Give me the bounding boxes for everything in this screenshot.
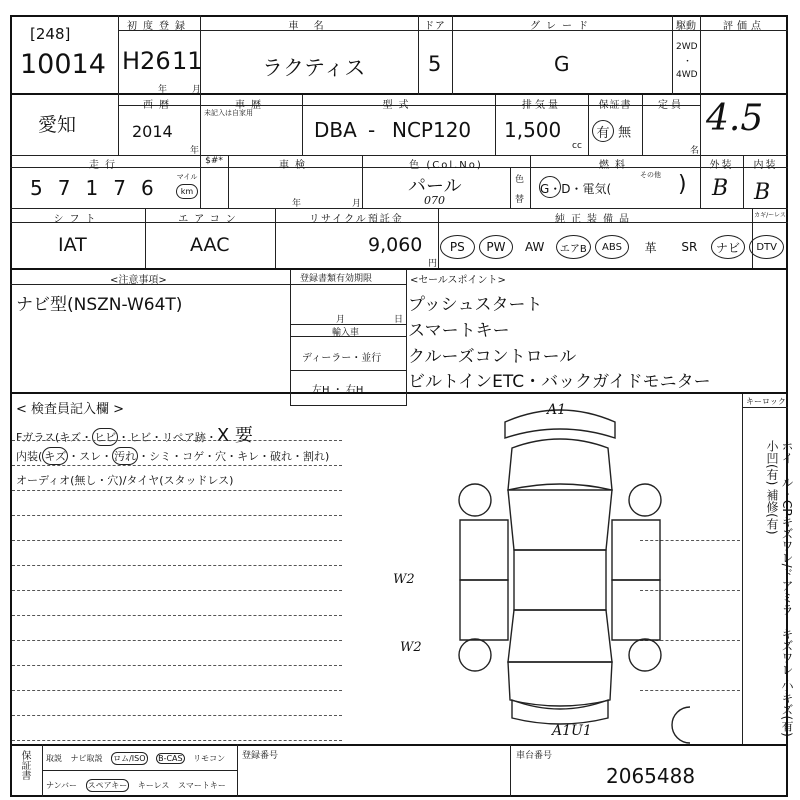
import-label: 輸入車 <box>332 328 360 338</box>
divider <box>742 407 788 408</box>
rear-glass-part <box>508 610 612 662</box>
grade-label: グレード <box>530 21 594 32</box>
equipment-item: DTV <box>749 235 784 259</box>
capacity-label: 定員 <box>658 100 684 111</box>
interior-label: 内装 <box>753 160 778 171</box>
sharp-label: $#* <box>205 156 223 166</box>
equipment-item: ナビ <box>711 235 746 259</box>
rear-hatch-part <box>508 662 612 706</box>
equipment-label: 純正装備品 <box>555 214 635 225</box>
wheel-part <box>629 484 661 516</box>
western-year-label: 西暦 <box>143 100 175 111</box>
drive-2wd: 2WD <box>676 42 698 52</box>
side-note: ホイール・CPキズワレ/ドアミラーキズワレ 小キズ(有) 小凹(有) 補修(有) <box>765 440 794 737</box>
mileage-digit: 7 <box>57 176 86 200</box>
shift-label: シフト <box>53 214 102 225</box>
color-change-bottom: 替 <box>515 195 525 205</box>
damage-mark-front: A1 <box>547 402 567 418</box>
model-label: 型式 <box>382 100 415 111</box>
dash-line <box>12 740 342 741</box>
divider <box>510 744 511 797</box>
damage-mark-left-lower: W2 <box>400 640 422 655</box>
dash-line <box>12 565 342 566</box>
color: パール <box>408 176 462 197</box>
reg-number-label: 登録番号 <box>242 751 279 761</box>
location: 愛知 <box>38 114 77 136</box>
windshield-part <box>508 490 612 550</box>
drive-label: 駆動 <box>676 21 696 32</box>
divider <box>10 744 788 746</box>
dash-line <box>12 440 342 441</box>
inspection-year-unit: 年 <box>292 199 302 209</box>
caution-text: ナビ型(NSZN-W64T) <box>16 295 183 315</box>
score-label: 評価点 <box>723 21 765 32</box>
exterior-grade: B <box>712 176 729 201</box>
lot-label: [248] <box>30 25 71 43</box>
footer-item: スペアキー <box>87 781 128 790</box>
dash-line <box>12 490 342 491</box>
footer-row1 <box>46 752 225 765</box>
sales-point: クルーズコントロール <box>408 347 577 367</box>
reg-expiry-month: 月 <box>336 315 346 325</box>
divider <box>290 284 406 285</box>
model-prefix: DBA <box>314 118 357 142</box>
sales-point: ビルトインETC・バックガイドモニター <box>408 372 711 392</box>
dash-line <box>12 715 342 716</box>
western-year-unit: 年 <box>190 146 200 156</box>
left-rear-door-part <box>460 580 508 640</box>
divider <box>10 392 788 394</box>
door-count: 5 <box>428 52 442 76</box>
inspector-line3: オーディオ(無し・穴)/タイヤ(スタッドレス) <box>16 474 234 487</box>
car-name: ラクティス <box>262 56 366 80</box>
warranty-no: 無 <box>618 125 632 141</box>
mileage-unit <box>176 171 198 199</box>
inspector-line1-pre: Fガラス(キズ・ <box>16 431 93 444</box>
inspector-line2-pre: 内装( <box>16 450 43 463</box>
footer-item: リモコン <box>193 754 226 763</box>
fuel-close: ) <box>678 172 687 197</box>
right-rear-door-part <box>612 580 660 640</box>
left-front-door-part <box>460 520 508 580</box>
dash-line <box>12 690 342 691</box>
divider <box>700 95 701 155</box>
recycle-unit: 円 <box>428 259 438 269</box>
mileage-digit: 1 <box>85 176 114 200</box>
fuel-options: G・D・電気( <box>540 182 612 196</box>
equipment-item: PW <box>479 235 514 259</box>
color-change-top: 色 <box>515 175 525 185</box>
first-reg-month-unit: 月 <box>192 85 202 95</box>
mileage-digit: 6 <box>140 176 169 200</box>
color-label: 色 (Col.No) <box>409 160 483 171</box>
aircon: AAC <box>190 234 230 256</box>
footer-row2 <box>46 779 226 792</box>
dash-line <box>12 465 342 466</box>
wheel-part <box>629 639 661 671</box>
divider <box>42 770 237 771</box>
wheel-part <box>459 484 491 516</box>
inspector-line1-mark: X 要 <box>216 425 253 446</box>
first-reg-era: H26 <box>122 47 171 75</box>
inspection-month-unit: 月 <box>352 199 362 209</box>
shift: IAT <box>58 234 87 256</box>
circled-item: キズ <box>42 447 68 465</box>
footer-item: キーレス <box>137 781 170 790</box>
displacement-label: 排気量 <box>522 100 561 111</box>
sales-point: プッシュスタート <box>408 295 543 315</box>
footer-item: B-CAS <box>158 754 183 763</box>
equipment-item: AW <box>524 240 545 254</box>
sales-label: <セールスポイント> <box>410 275 506 286</box>
divider <box>290 270 291 406</box>
keyless-label: カギ/ーレス <box>754 212 786 219</box>
recycle-label: リサイクル預託金 <box>309 214 404 225</box>
steering-label: 左H ・ 右H <box>312 385 364 396</box>
inspector-line2-post: ・シミ・コゲ・穴・キレ・破れ・割れ) <box>138 450 330 463</box>
model-code: NCP120 <box>392 118 472 142</box>
roof-part <box>514 550 606 610</box>
grade: G <box>554 52 570 76</box>
inspector-line1-post: ・ヒビ・リペア跡・ <box>118 431 217 444</box>
equipment-item: SR <box>681 240 698 254</box>
footer-col-label: 保証書 <box>19 750 30 780</box>
circled-item: 汚れ <box>112 447 138 465</box>
chassis-label: 車台番号 <box>516 751 553 761</box>
mileage-unit-mile: マイル <box>176 173 198 181</box>
mileage-unit-km: km <box>176 184 198 199</box>
equipment-item: 革 <box>644 240 657 255</box>
western-year: 2014 <box>132 122 173 141</box>
divider <box>406 270 407 406</box>
warranty-options <box>592 120 631 142</box>
recycle-fee: 9,060 <box>368 234 423 256</box>
drive-dot: ・ <box>683 57 693 67</box>
aircon-label: エアコン <box>178 214 242 225</box>
drive-4wd: 4WD <box>676 70 698 80</box>
inspector-line2 <box>16 447 329 465</box>
warranty-label: 保証書 <box>598 100 632 111</box>
inspection-label: 車検 <box>279 160 311 171</box>
footer-item: 取説 <box>46 754 62 763</box>
reg-expiry-label: 登録書類有効期限 <box>300 274 373 284</box>
circled-item: ヒビ <box>92 428 118 446</box>
model-dash: - <box>368 118 376 142</box>
divider <box>10 268 788 270</box>
dash-line <box>12 540 342 541</box>
dash-line <box>12 640 342 641</box>
capacity-unit: 名 <box>690 146 700 156</box>
damage-mark-left-upper: W2 <box>393 572 415 587</box>
equipment-list <box>440 231 788 263</box>
mileage-label: 走行 <box>89 160 121 171</box>
exterior-label: 外装 <box>709 160 734 171</box>
footer-item: ロム/ISO <box>113 754 146 763</box>
mileage-digit: 5 <box>30 176 58 200</box>
car-diagram <box>430 400 690 745</box>
door-label: ドア <box>424 21 446 32</box>
equipment-item: PS <box>440 235 475 259</box>
first-reg-label: 初度登録 <box>127 21 191 32</box>
wheel-part <box>459 639 491 671</box>
lot-number: 10014 <box>20 49 106 80</box>
fuel-label: 燃料 <box>599 160 631 171</box>
damage-mark-rear: A1U1 <box>552 723 592 739</box>
equipment-item: エアB <box>556 235 591 259</box>
history-note: 未記入は自家用 <box>204 109 253 117</box>
inspector-title: < 検査員記入欄 > <box>16 402 125 417</box>
equipment-item: ABS <box>595 235 630 259</box>
inspector-line1 <box>16 421 253 447</box>
divider <box>10 208 788 209</box>
keylock-label: キーロック <box>746 397 786 406</box>
footer-item: ナンバー <box>46 781 78 790</box>
first-reg-month: 11 <box>172 47 203 75</box>
dealer-label: ディーラー・並行 <box>302 353 382 364</box>
divider <box>290 405 406 406</box>
score: 4.5 <box>706 98 764 139</box>
mileage-digit: 7 <box>113 176 141 200</box>
dash-line <box>12 665 342 666</box>
displacement: 1,500 <box>504 118 562 142</box>
interior-grade: B <box>754 180 771 205</box>
mileage-value <box>30 176 169 200</box>
dash-line <box>12 590 342 591</box>
inspector-line2-mid: ・スレ・ <box>68 450 113 463</box>
footer-item: ナビ取説 <box>70 754 103 763</box>
reg-expiry-day: 日 <box>394 315 404 325</box>
footer-item: スマートキー <box>177 781 226 790</box>
dash-line <box>12 515 342 516</box>
divider <box>290 370 406 371</box>
caution-label: <注意事項> <box>110 275 167 286</box>
right-front-door-part <box>612 520 660 580</box>
fuel-other: その他 <box>640 171 661 179</box>
history-label: 車歴 <box>235 100 267 111</box>
warranty-yes: 有 <box>592 120 614 142</box>
car-name-label: 車 名 <box>288 21 330 32</box>
divider <box>237 744 238 797</box>
divider <box>742 394 743 744</box>
color-code: 070 <box>424 194 445 207</box>
divider <box>42 744 43 797</box>
sales-point: スマートキー <box>408 321 510 341</box>
spare-wheel-part <box>672 707 690 743</box>
first-reg-year-unit: 年 <box>158 85 168 95</box>
fuel-gas-circle <box>539 176 561 198</box>
displacement-unit: cc <box>572 141 582 151</box>
divider <box>510 167 511 208</box>
dash-line <box>12 615 342 616</box>
chassis-number: 2065488 <box>606 764 696 788</box>
hood-part <box>508 439 612 490</box>
